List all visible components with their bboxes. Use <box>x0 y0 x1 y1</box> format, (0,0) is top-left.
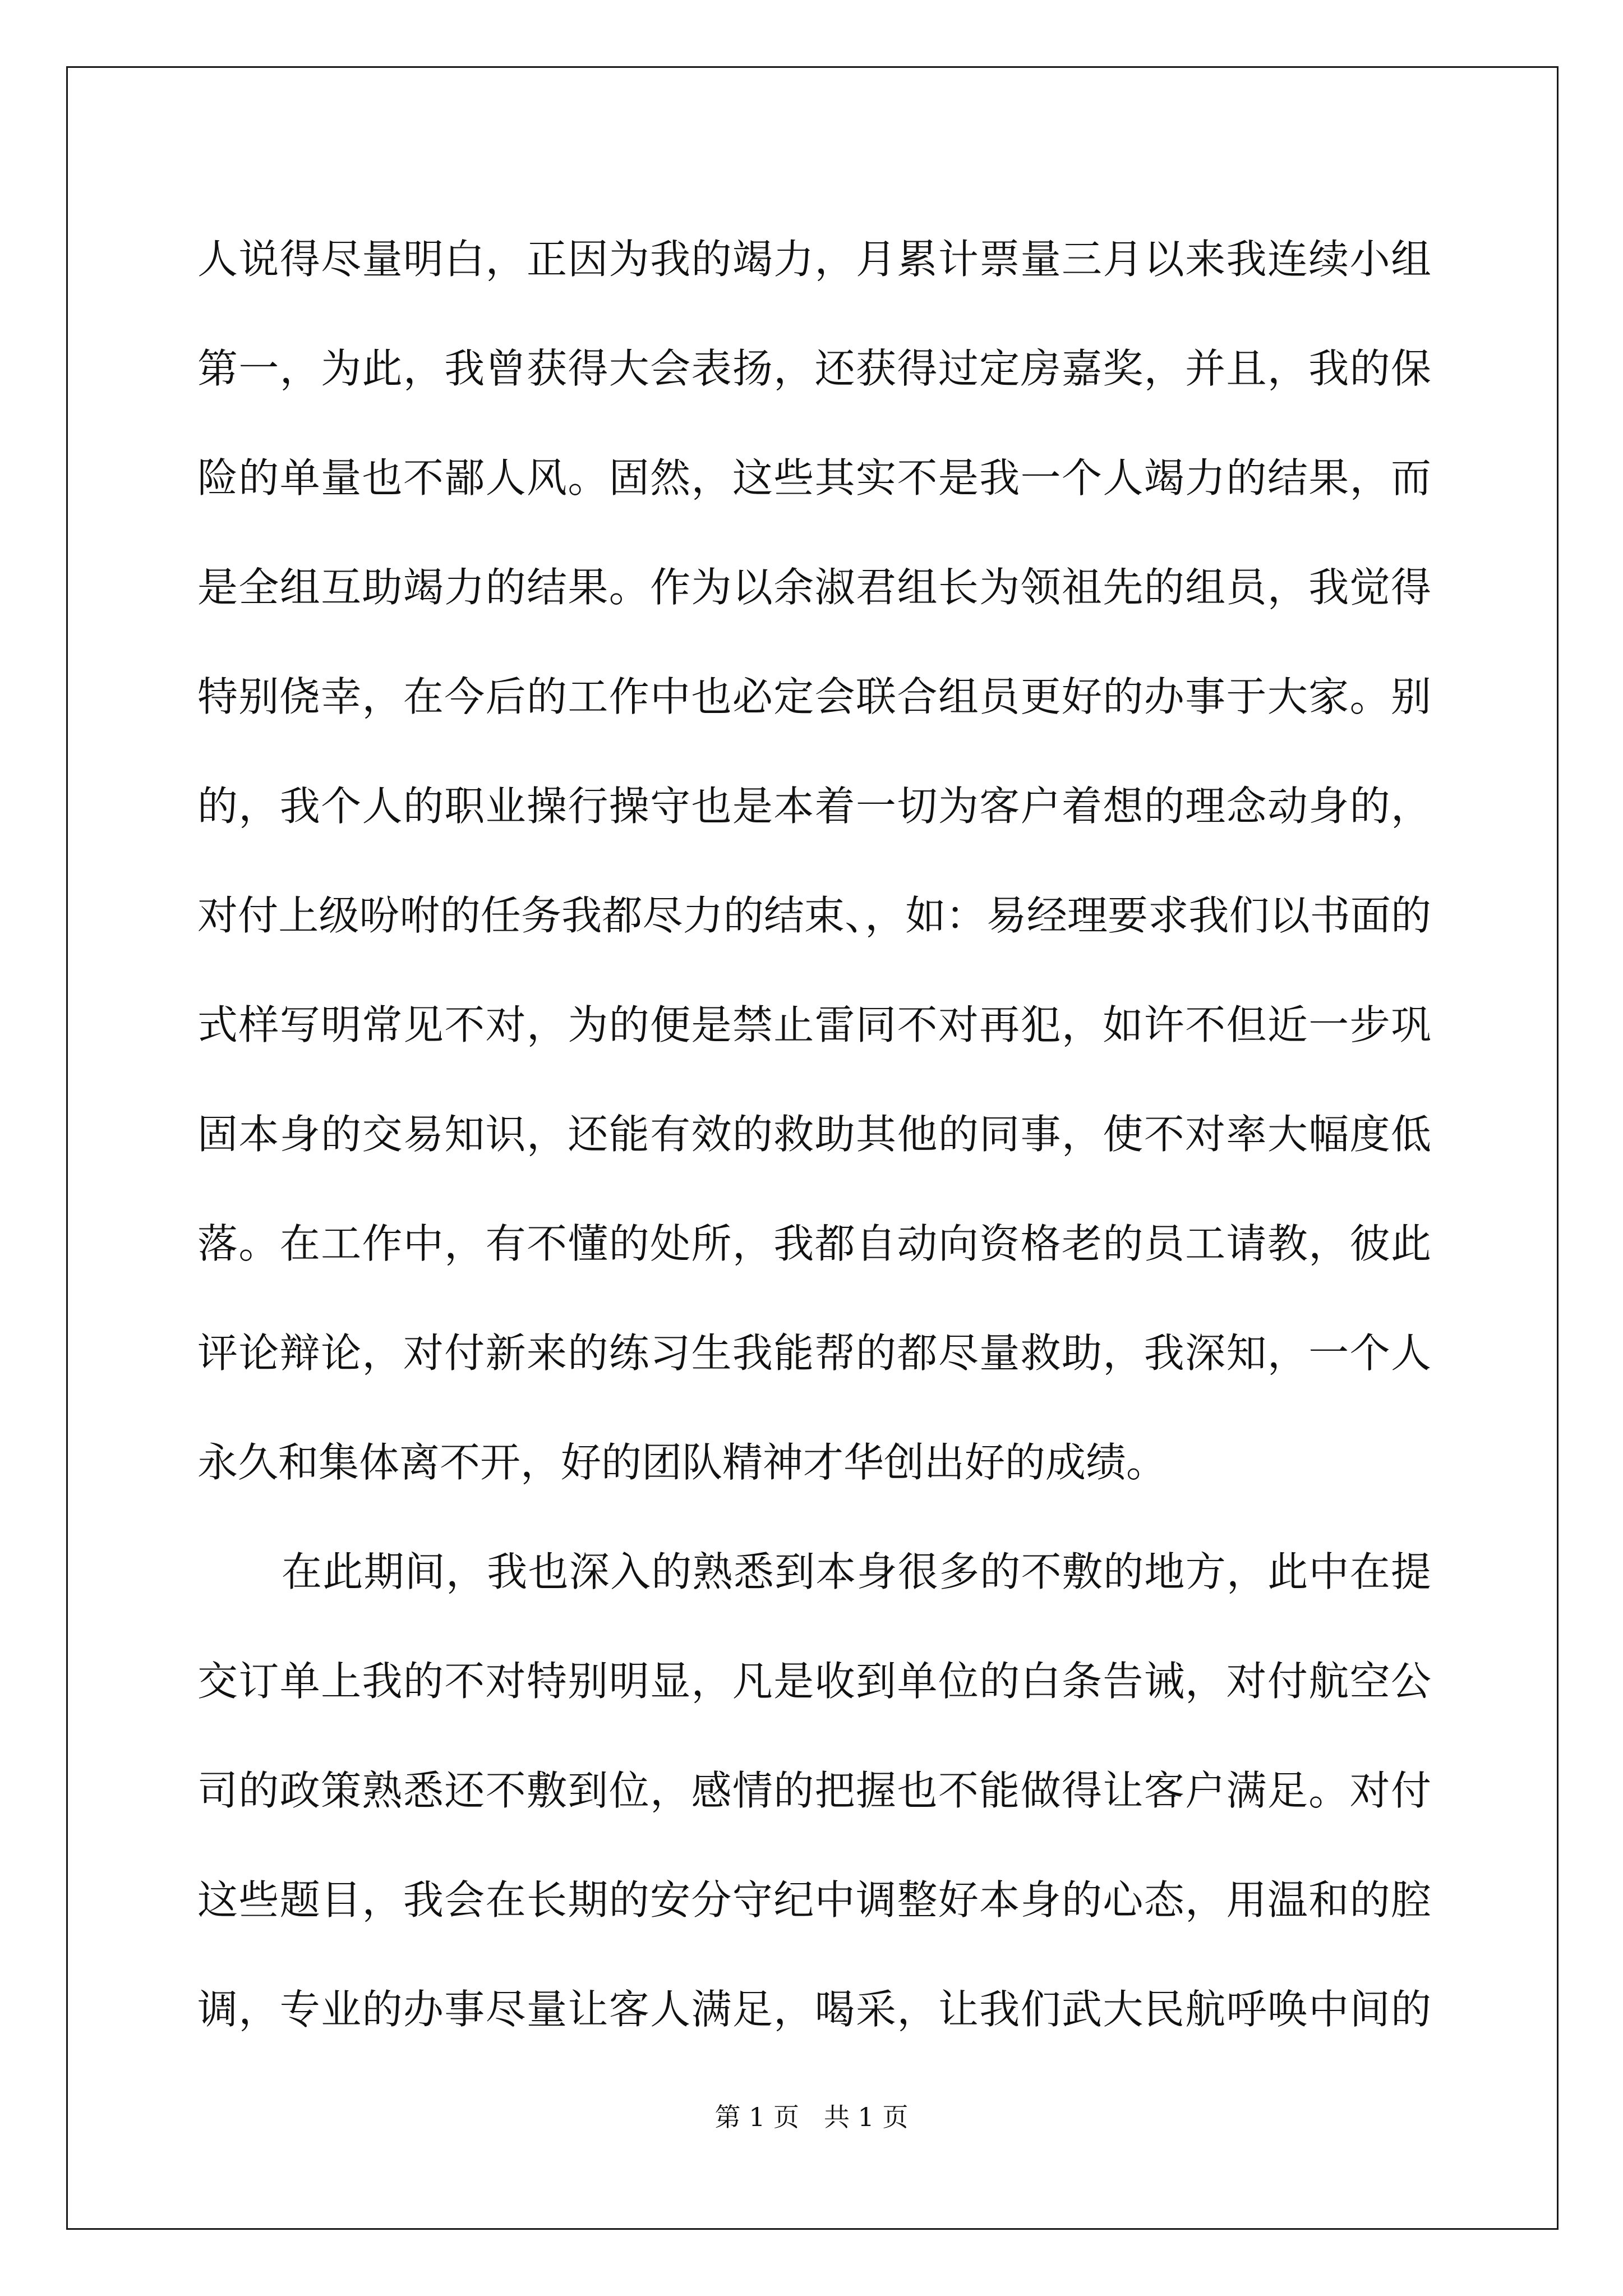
page-number: 第 1 页 <box>714 2102 800 2132</box>
text-line: 调，专业的办事尽量让客人满足，喝采，让我们武大民航呼唤中间的 <box>197 1986 1431 2033</box>
text-line: 险的单量也不鄙人风。固然，这些其实不是我一个人竭力的结果，而 <box>197 454 1431 501</box>
text-line: 固本身的交易知识，还能有效的救助其他的同事，使不对率大幅度低 <box>197 1111 1431 1158</box>
text-line: 的，我个人的职业操行操守也是本着一切为客户着想的理念动身的， <box>197 783 1431 830</box>
text-line: 在此期间，我也深入的熟悉到本身很多的不敷的地方，此中在提 <box>282 1548 1431 1595</box>
paragraph <box>197 205 1431 1517</box>
text-line: 永久和集体离不开，好的团队精神才华创出好的成绩。 <box>197 1439 1167 1486</box>
text-line: 落。在工作中，有不懂的处所，我都自动向资格老的员工请教，彼此 <box>197 1220 1431 1267</box>
text-line: 是全组互助竭力的结果。作为以余淑君组长为领祖先的组员，我觉得 <box>197 564 1431 611</box>
page-footer <box>0 2097 1623 2134</box>
text-line: 这些题目，我会在长期的安分守纪中调整好本身的心态，用温和的腔 <box>197 1876 1431 1924</box>
text-line: 对付上级吩咐的任务我都尽力的结束、，如：易经理要求我们以书面的 <box>197 892 1431 939</box>
text-line: 司的政策熟悉还不敷到位，感情的把握也不能做得让客户满足。对付 <box>197 1767 1431 1814</box>
text-line: 交订单上我的不对特别明显，凡是收到单位的白条告诫，对付航空公 <box>197 1658 1431 1705</box>
paragraph <box>197 1517 1431 2064</box>
page-total: 共 1 页 <box>823 2102 909 2132</box>
document-body <box>197 205 1431 2064</box>
text-line: 第一，为此，我曾获得大会表扬，还获得过定房嘉奖，并且，我的保 <box>197 345 1431 392</box>
text-line: 人说得尽量明白，正因为我的竭力，月累计票量三月以来我连续小组 <box>197 236 1431 283</box>
text-line: 特别侥幸，在今后的工作中也必定会联合组员更好的办事于大家。别 <box>197 673 1431 720</box>
text-line: 式样写明常见不对，为的便是禁止雷同不对再犯，如许不但近一步巩 <box>197 1001 1431 1048</box>
text-line: 评论辩论，对付新来的练习生我能帮的都尽量救助，我深知，一个人 <box>197 1329 1431 1377</box>
